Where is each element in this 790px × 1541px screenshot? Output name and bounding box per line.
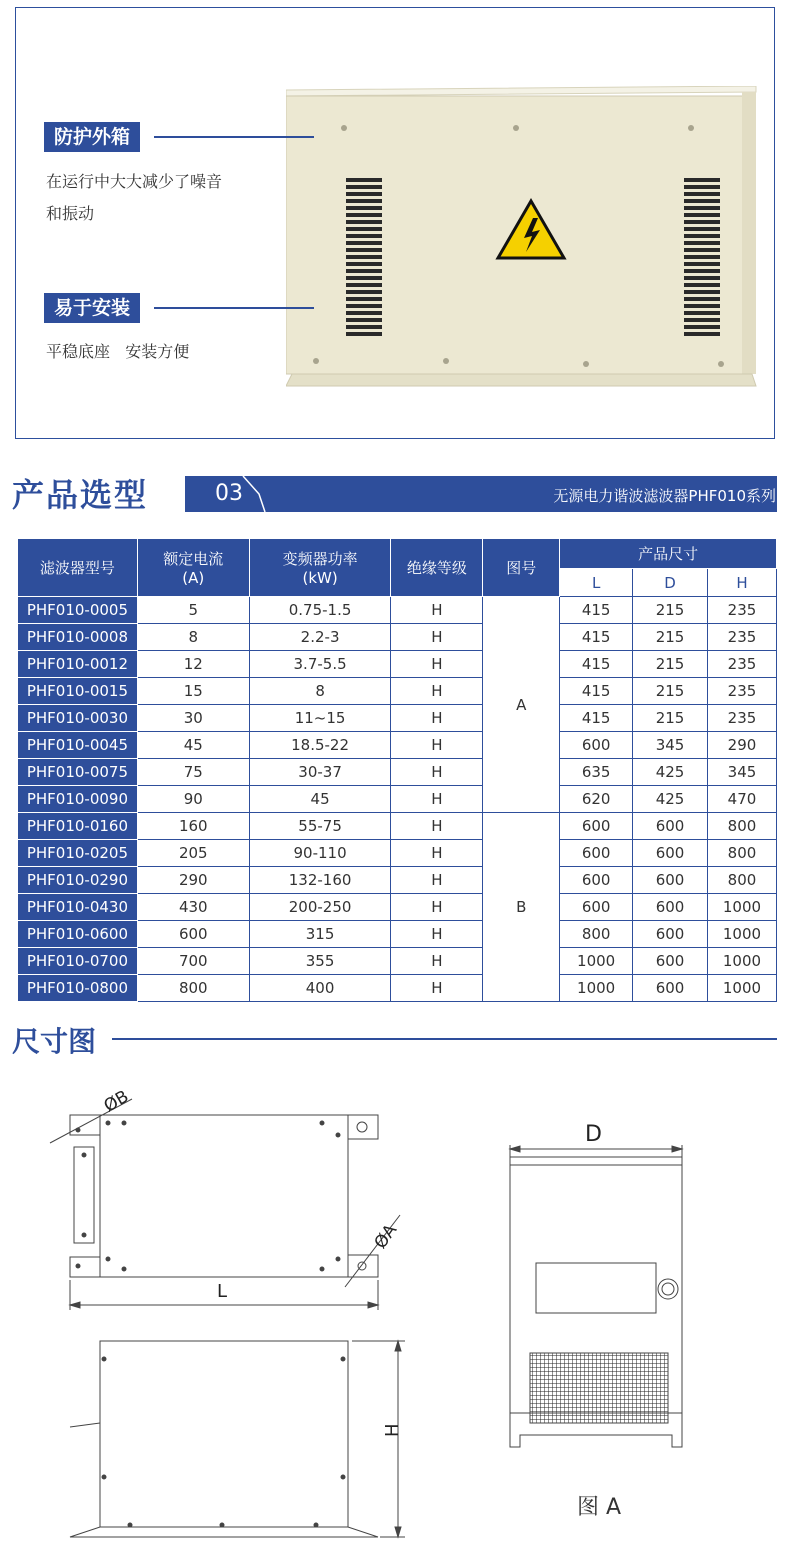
feature-label-install: 易于安装: [44, 293, 140, 323]
cell-model: PHF010-0008: [18, 624, 138, 651]
cell-current: 30: [137, 705, 249, 732]
vent-slot: [684, 290, 720, 294]
cell-h: 1000: [707, 948, 776, 975]
cell-d: 425: [633, 759, 708, 786]
cell-current: 15: [137, 678, 249, 705]
cell-power: 400: [249, 975, 391, 1002]
cell-d: 600: [633, 975, 708, 1002]
cell-model: PHF010-0430: [18, 894, 138, 921]
vent-slot: [346, 304, 382, 308]
header-insulation: 绝缘等级: [391, 539, 483, 597]
cell-power: 90-110: [249, 840, 391, 867]
dimension-title: 尺寸图: [12, 1025, 97, 1058]
vent-slot: [346, 234, 382, 238]
vent-slot: [346, 206, 382, 210]
cell-h: 345: [707, 759, 776, 786]
cell-figure: B: [483, 813, 560, 1002]
cell-power: 8: [249, 678, 391, 705]
table-row: [18, 678, 777, 705]
header-h: H: [707, 569, 776, 597]
table-row: [18, 651, 777, 678]
cell-l: 600: [560, 732, 633, 759]
cell-l: 415: [560, 624, 633, 651]
header-power-line2: (kW): [302, 569, 338, 587]
cell-power: 2.2-3: [249, 624, 391, 651]
cell-insulation: H: [391, 813, 483, 840]
cell-d: 215: [633, 678, 708, 705]
cell-model: PHF010-0075: [18, 759, 138, 786]
vent-slot: [346, 276, 382, 280]
table-row: [18, 894, 777, 921]
vent-slot: [346, 283, 382, 287]
cell-h: 235: [707, 624, 776, 651]
vent-slot: [346, 227, 382, 231]
header-d: D: [633, 569, 708, 597]
cell-d: 600: [633, 867, 708, 894]
cell-insulation: H: [391, 948, 483, 975]
vent-slot: [684, 241, 720, 245]
cell-insulation: H: [391, 597, 483, 624]
cell-model: PHF010-0290: [18, 867, 138, 894]
cell-insulation: H: [391, 921, 483, 948]
cell-insulation: H: [391, 705, 483, 732]
vent-slot: [684, 192, 720, 196]
cell-current: 290: [137, 867, 249, 894]
table-row: [18, 786, 777, 813]
vent-slot: [346, 248, 382, 252]
cell-model: PHF010-0600: [18, 921, 138, 948]
vent-slot: [684, 297, 720, 301]
callout-line: [154, 136, 314, 138]
vent-slot: [346, 241, 382, 245]
cell-h: 800: [707, 813, 776, 840]
vent-slot: [684, 276, 720, 280]
cell-insulation: H: [391, 624, 483, 651]
vent-slot: [346, 220, 382, 224]
cell-d: 600: [633, 813, 708, 840]
cell-figure: A: [483, 597, 560, 813]
cell-l: 620: [560, 786, 633, 813]
cell-l: 600: [560, 894, 633, 921]
section-subtitle: 无源电力谐波滤波器PHF010系列: [553, 487, 776, 505]
cell-l: 415: [560, 597, 633, 624]
cell-h: 235: [707, 678, 776, 705]
vent-slot: [684, 325, 720, 329]
vent-slot: [346, 311, 382, 315]
table-row: [18, 732, 777, 759]
vent-slot: [346, 213, 382, 217]
cell-model: PHF010-0005: [18, 597, 138, 624]
cell-h: 235: [707, 705, 776, 732]
cell-power: 315: [249, 921, 391, 948]
label-h: H: [382, 1423, 403, 1437]
cell-l: 800: [560, 921, 633, 948]
cell-current: 12: [137, 651, 249, 678]
filter-cabinet-image: [286, 86, 761, 396]
vent-slot: [684, 199, 720, 203]
cell-l: 415: [560, 705, 633, 732]
header-current-line2: (A): [182, 569, 205, 587]
label-a: ØA: [370, 1220, 402, 1253]
cell-current: 700: [137, 948, 249, 975]
vent-slot: [684, 304, 720, 308]
dimension-title-rule: [112, 1038, 777, 1040]
vent-slot: [684, 185, 720, 189]
cell-power: 18.5-22: [249, 732, 391, 759]
callout-line: [154, 307, 314, 309]
label-b: ØB: [100, 1086, 133, 1117]
table-row: [18, 840, 777, 867]
vent-slot: [684, 213, 720, 217]
vent-slot: [346, 290, 382, 294]
feature-line: 在运行中大大减少了噪音: [46, 172, 223, 191]
label-d: D: [585, 1122, 602, 1147]
cell-h: 235: [707, 597, 776, 624]
cell-insulation: H: [391, 678, 483, 705]
cell-current: 75: [137, 759, 249, 786]
cell-l: 415: [560, 651, 633, 678]
cell-d: 425: [633, 786, 708, 813]
cell-d: 600: [633, 840, 708, 867]
table-body: [18, 597, 777, 1002]
cell-insulation: H: [391, 867, 483, 894]
vent-slot: [346, 199, 382, 203]
cell-model: PHF010-0015: [18, 678, 138, 705]
header-figure: 图号: [483, 539, 560, 597]
header-size: 产品尺寸: [560, 539, 777, 569]
cell-current: 600: [137, 921, 249, 948]
cell-power: 200-250: [249, 894, 391, 921]
label-l: L: [217, 1281, 228, 1302]
vent-slot: [684, 206, 720, 210]
cell-d: 600: [633, 921, 708, 948]
cell-d: 600: [633, 948, 708, 975]
cell-model: PHF010-0045: [18, 732, 138, 759]
feature-label-enclosure: 防护外箱: [44, 122, 140, 152]
cell-model: PHF010-0205: [18, 840, 138, 867]
table-row: [18, 975, 777, 1002]
cell-model: PHF010-0012: [18, 651, 138, 678]
header-power: [249, 539, 391, 597]
header-l: L: [560, 569, 633, 597]
header-current: [137, 539, 249, 597]
header-power-line1: 变频器功率: [282, 550, 358, 568]
cell-h: 235: [707, 651, 776, 678]
cell-l: 600: [560, 813, 633, 840]
cell-l: 600: [560, 840, 633, 867]
cell-h: 800: [707, 867, 776, 894]
vent-slot: [684, 269, 720, 273]
cell-l: 635: [560, 759, 633, 786]
cell-power: 45: [249, 786, 391, 813]
cell-h: 1000: [707, 921, 776, 948]
cell-d: 215: [633, 597, 708, 624]
cell-current: 5: [137, 597, 249, 624]
cell-l: 1000: [560, 948, 633, 975]
vent-slot: [346, 192, 382, 196]
cell-power: 30-37: [249, 759, 391, 786]
cell-power: 132-160: [249, 867, 391, 894]
vent-slot: [684, 332, 720, 336]
vent-slot: [346, 325, 382, 329]
vent-slot: [684, 178, 720, 182]
vent-slot: [346, 185, 382, 189]
vent-slot: [346, 332, 382, 336]
vent-slot: [346, 297, 382, 301]
cell-model: PHF010-0800: [18, 975, 138, 1002]
cell-l: 415: [560, 678, 633, 705]
cell-d: 215: [633, 651, 708, 678]
feature-line: 和振动: [46, 204, 95, 223]
figure-a-caption: 图 A: [577, 1495, 622, 1520]
cell-h: 470: [707, 786, 776, 813]
cell-l: 1000: [560, 975, 633, 1002]
cell-model: PHF010-0090: [18, 786, 138, 813]
table-row: [18, 597, 777, 624]
cell-power: 55-75: [249, 813, 391, 840]
vent-slot: [684, 220, 720, 224]
cell-power: 0.75-1.5: [249, 597, 391, 624]
cell-model: PHF010-0030: [18, 705, 138, 732]
cell-h: 1000: [707, 894, 776, 921]
section-number: 03: [215, 481, 243, 506]
cell-current: 430: [137, 894, 249, 921]
cell-power: 355: [249, 948, 391, 975]
cell-l: 600: [560, 867, 633, 894]
cell-insulation: H: [391, 840, 483, 867]
cell-h: 1000: [707, 975, 776, 1002]
table-row: [18, 624, 777, 651]
cell-current: 800: [137, 975, 249, 1002]
vent-slot: [684, 227, 720, 231]
cell-h: 800: [707, 840, 776, 867]
header-current-line1: 额定电流: [163, 550, 224, 568]
vent-slot: [346, 178, 382, 182]
vent-slot: [684, 318, 720, 322]
cell-insulation: H: [391, 975, 483, 1002]
cell-current: 90: [137, 786, 249, 813]
vent-slot: [684, 234, 720, 238]
cell-insulation: H: [391, 759, 483, 786]
product-hero: [15, 7, 775, 439]
cell-current: 160: [137, 813, 249, 840]
vent-slot: [346, 318, 382, 322]
table-row: [18, 948, 777, 975]
section-title: 产品选型: [12, 476, 149, 514]
cell-insulation: H: [391, 786, 483, 813]
table-row: [18, 759, 777, 786]
cell-current: 45: [137, 732, 249, 759]
feature-text-install: 平稳底座 安装方便: [46, 342, 190, 361]
cell-insulation: H: [391, 894, 483, 921]
cell-insulation: H: [391, 732, 483, 759]
cell-d: 215: [633, 624, 708, 651]
vent-slot: [684, 255, 720, 259]
cell-model: PHF010-0700: [18, 948, 138, 975]
dimension-drawing: [0, 1075, 790, 1541]
cell-d: 345: [633, 732, 708, 759]
product-spec-table: [17, 538, 777, 1002]
cell-power: 11~15: [249, 705, 391, 732]
cell-d: 215: [633, 705, 708, 732]
vent-slot: [346, 255, 382, 259]
table-row: [18, 705, 777, 732]
header-model: 滤波器型号: [18, 539, 138, 597]
cell-d: 600: [633, 894, 708, 921]
cell-current: 205: [137, 840, 249, 867]
cell-insulation: H: [391, 651, 483, 678]
vent-slot: [684, 248, 720, 252]
table-row: [18, 921, 777, 948]
vent-slot: [684, 283, 720, 287]
table-row: [18, 813, 777, 840]
cell-power: 3.7-5.5: [249, 651, 391, 678]
cell-current: 8: [137, 624, 249, 651]
cell-h: 290: [707, 732, 776, 759]
vent-slot: [684, 311, 720, 315]
feature-text-enclosure: [46, 166, 222, 230]
table-row: [18, 867, 777, 894]
vent-slot: [684, 262, 720, 266]
vent-slot: [346, 269, 382, 273]
vent-slot: [346, 262, 382, 266]
cell-model: PHF010-0160: [18, 813, 138, 840]
